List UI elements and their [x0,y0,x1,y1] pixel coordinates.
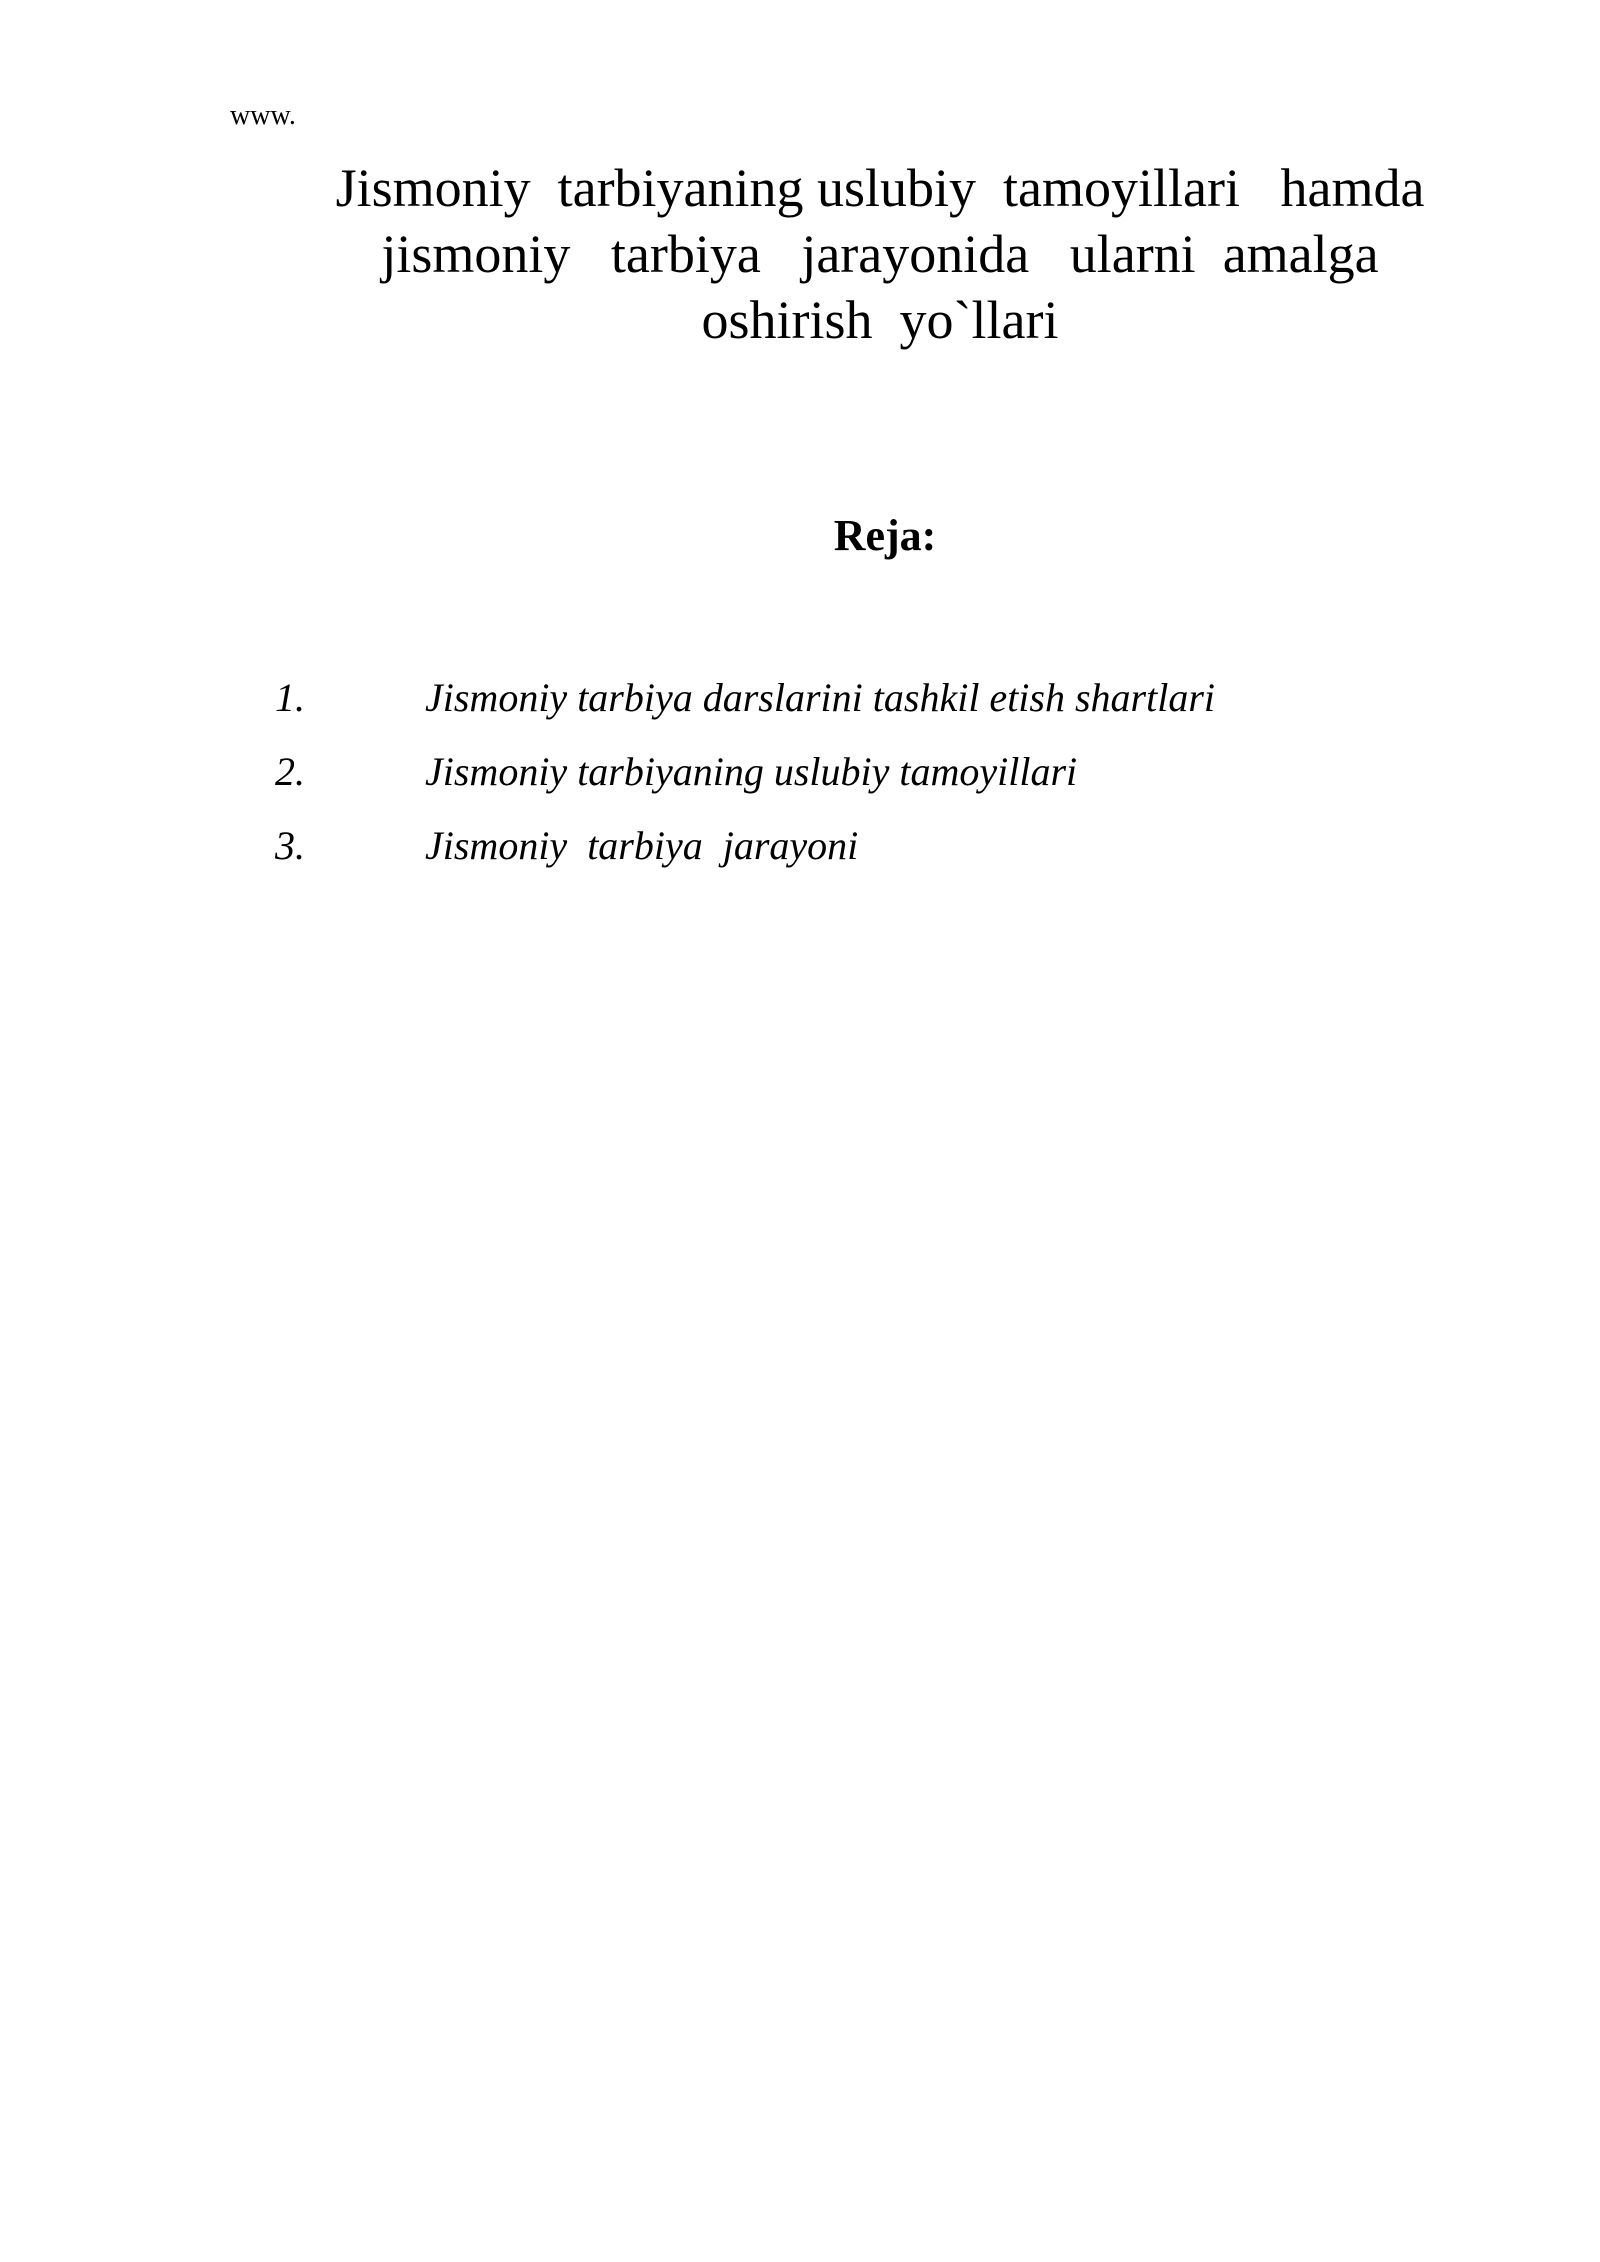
header-url: www. [230,100,296,131]
plan-item-number: 3. [275,823,305,868]
plan-heading: Reja: [833,511,937,560]
plan-item-3 [275,821,859,871]
plan-item-2 [275,747,1078,797]
document-title [280,155,1480,353]
title-line-2: jismoniy tarbiya jarayonida ularni amalga [381,224,1379,284]
plan-item-text: Jismoniy tarbiyaning uslubiy tamoyillari [425,749,1078,794]
plan-item-1 [275,673,1216,723]
plan-item-number: 2. [275,749,305,794]
title-line-1: Jismoniy tarbiyaning uslubiy tamoyillari hamda [335,158,1425,218]
plan-item-text: Jismoniy tarbiya jarayoni [425,823,859,868]
title-line-3: oshirish yo`llari [701,290,1059,350]
plan-item-text: Jismoniy tarbiya darslarini tashkil etish shartlari [425,675,1216,720]
plan-item-number: 1. [275,675,305,720]
plan-list [275,673,1216,895]
